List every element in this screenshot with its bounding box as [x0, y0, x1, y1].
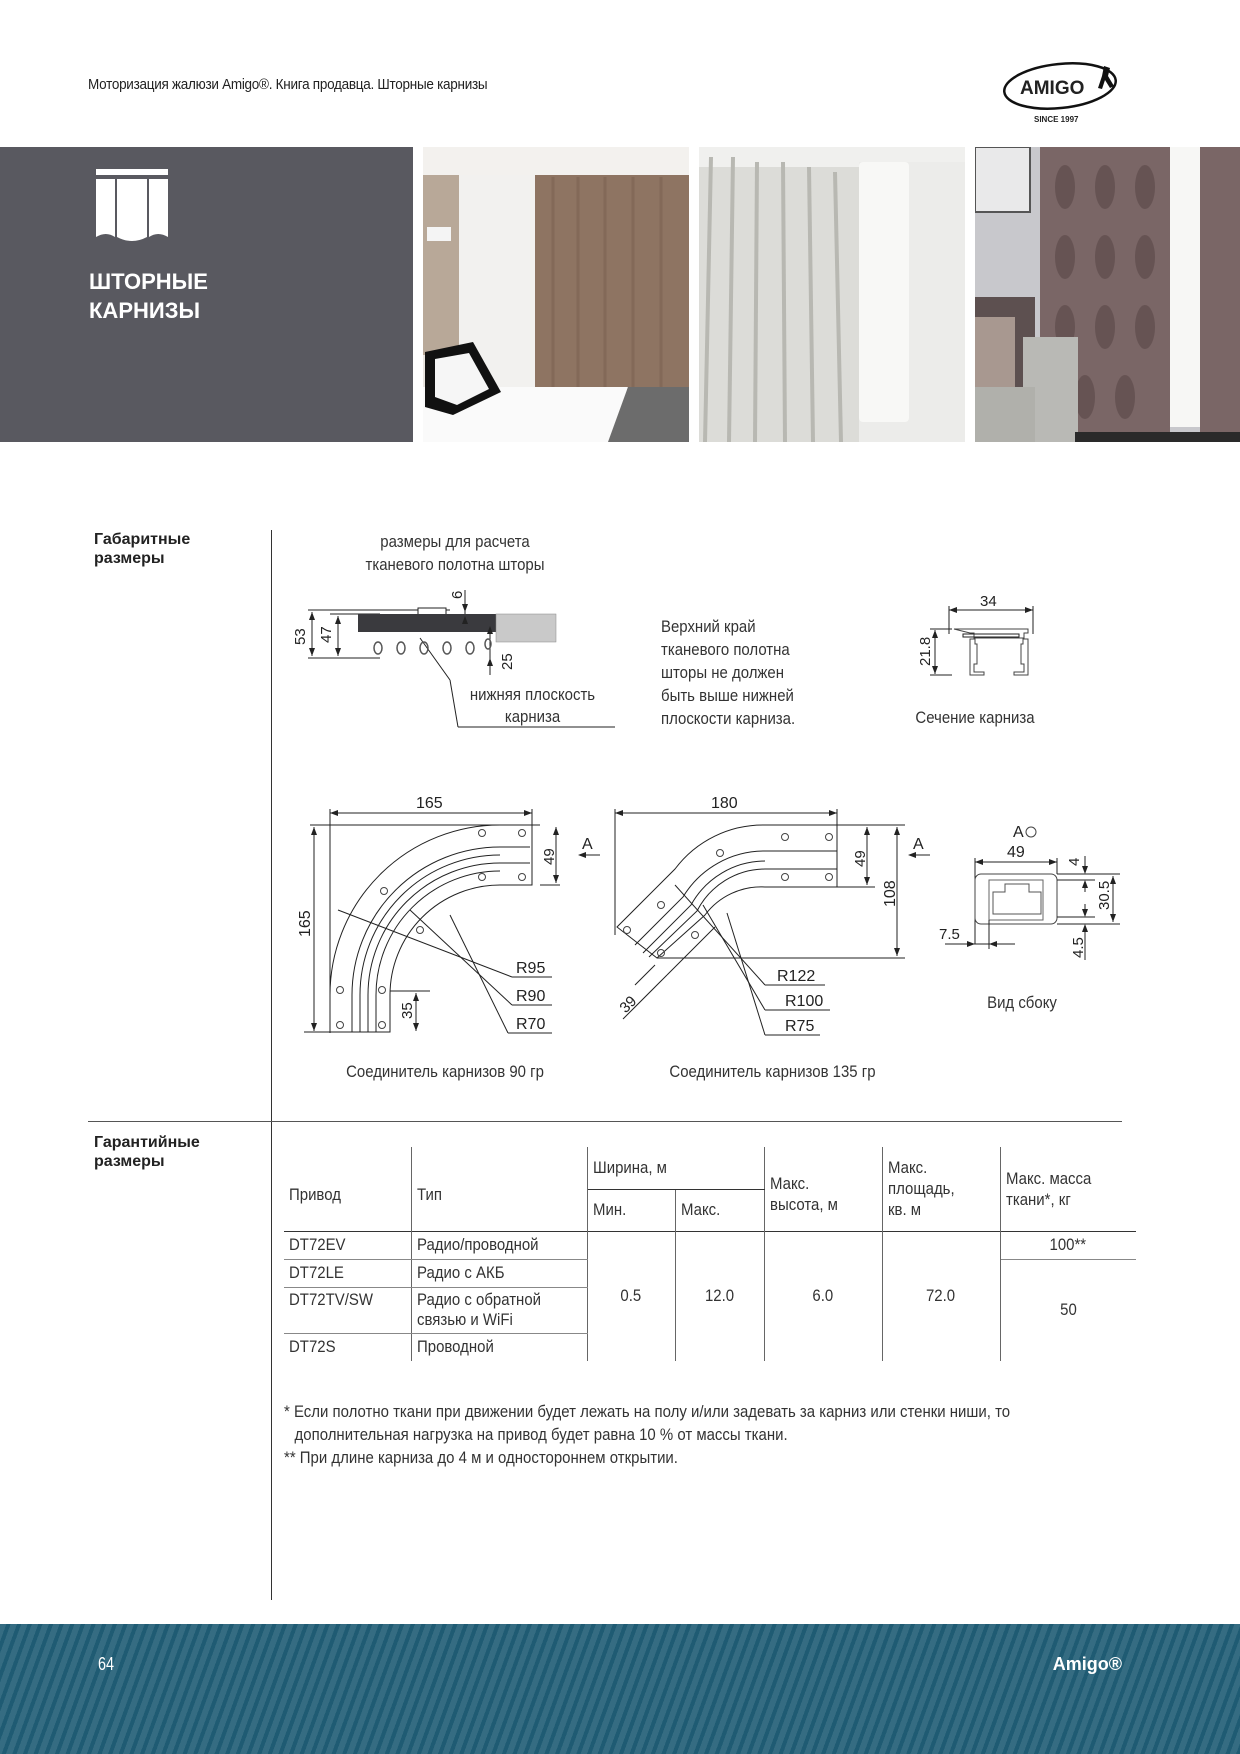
banner	[0, 147, 1240, 442]
connector-135-caption: Соединитель карнизов 135 гр	[669, 1062, 876, 1081]
header-type	[411, 1147, 587, 1231]
rail-profile-drawing	[290, 580, 620, 680]
warranty-section-label	[94, 1133, 200, 1171]
cell-type	[411, 1231, 587, 1259]
curtain-closeup-photo	[699, 147, 965, 442]
note-line: тканевого полотна	[661, 640, 790, 659]
cell-type-text: Проводной	[416, 1337, 494, 1357]
lower-plane-label-line1: нижняя плоскость	[469, 685, 596, 704]
drive-specs-table	[284, 1147, 1136, 1361]
cell-type	[411, 1333, 587, 1361]
footnote-1-line2: дополнительная нагрузка на привод будет равна 10 % от массы ткани.	[294, 1425, 788, 1444]
cell-drive-text: DT72LE	[289, 1263, 344, 1282]
c90-49-dim: 49	[541, 848, 558, 865]
header-drive	[284, 1147, 411, 1231]
logo-text: AMIGO	[1020, 78, 1085, 99]
c90-radius-r70: R70	[516, 1016, 546, 1033]
cell-drive	[284, 1231, 411, 1259]
c90-view-marker: A	[582, 836, 593, 853]
banner-title-line1: ШТОРНЫЕ	[89, 269, 208, 294]
c90-35-dim: 35	[399, 1002, 416, 1019]
fabric-dimensions-title-line2: тканевого полотна шторы	[365, 555, 545, 574]
header-max-height	[764, 1147, 882, 1231]
banner-title	[89, 267, 208, 325]
note-line: Верхний край	[661, 617, 756, 636]
c135-radius-r122: R122	[777, 968, 816, 985]
fabric-edge-note	[661, 615, 795, 730]
logo-tagline: SINCE 1997	[1034, 115, 1079, 124]
cell-max-height-text: 6.0	[812, 1286, 834, 1306]
curtain-icon	[96, 169, 170, 241]
cell-drive-text: DT72TV/SW	[289, 1289, 373, 1309]
fabric-dimensions-title	[354, 530, 556, 576]
cell-drive	[284, 1287, 411, 1333]
lower-plane-label	[460, 684, 605, 728]
header-drive-text: Привод	[289, 1184, 341, 1204]
cell-max-area	[882, 1231, 1000, 1361]
connector-90-drawing	[290, 795, 610, 1055]
cell-type	[411, 1259, 587, 1287]
header-max-area-text: Макс. площадь, кв. м	[887, 1158, 955, 1220]
dim-25: 25	[499, 653, 516, 670]
banner-panel	[0, 147, 413, 442]
header-max-area	[882, 1147, 1000, 1231]
side-view-4-5-dim: 4.5	[1070, 937, 1087, 958]
footnote-1-line1: * Если полотно ткани при движении будет лежать на полу и/или задевать за карниз или стенки ниши, то	[284, 1402, 1011, 1421]
dim-53: 53	[292, 628, 309, 645]
connector-90-caption: Соединитель карнизов 90 гр	[346, 1062, 544, 1081]
cell-type-text: Радио с АКБ	[416, 1263, 505, 1282]
cell-drive-text: DT72EV	[289, 1235, 346, 1254]
header-width	[587, 1147, 764, 1189]
amigo-logo	[1000, 58, 1130, 128]
cell-mass-ev	[1000, 1231, 1136, 1259]
note-line: шторы не должен	[661, 663, 785, 682]
c135-108-dim: 108	[882, 880, 899, 907]
header-max-text: Макс.	[680, 1200, 720, 1219]
c90-radius-r95: R95	[516, 960, 546, 977]
rail-section-drawing	[910, 592, 1050, 692]
side-view-caption: Вид сбоку	[987, 993, 1057, 1012]
header-width-text: Ширина, м	[592, 1157, 667, 1177]
section-height-dim: 21.8	[917, 636, 934, 666]
c90-radius-r90: R90	[516, 988, 546, 1005]
side-view-7-5-dim: 7.5	[939, 926, 960, 943]
table-row	[284, 1231, 1136, 1259]
cell-max-area-text: 72.0	[926, 1286, 956, 1306]
lower-plane-label-line2: карниза	[504, 707, 561, 726]
section-separator	[88, 1121, 1122, 1122]
cell-max-height	[764, 1231, 882, 1361]
c90-height-dim: 165	[297, 910, 314, 937]
header-max-height-text: Макс. высота, м	[769, 1173, 838, 1214]
c90-width-dim: 165	[416, 795, 443, 812]
dimensions-label-line1: Габаритные	[94, 531, 191, 548]
side-view-49-dim: 49	[1007, 844, 1025, 861]
bedroom-curtain-photo	[423, 147, 689, 442]
player-figure-icon	[1098, 66, 1114, 89]
c135-39-dim: 39	[616, 992, 641, 1017]
table-header-row	[284, 1147, 1136, 1189]
footer-brand: Amigo®	[1052, 1654, 1122, 1674]
c135-view-marker: A	[913, 836, 924, 853]
header-max	[675, 1189, 764, 1231]
dimensions-label-line2: размеры	[94, 550, 165, 567]
header-min-text: Мин.	[592, 1200, 626, 1219]
cell-type	[411, 1287, 587, 1333]
cell-drive	[284, 1333, 411, 1361]
page-number: 64	[98, 1654, 115, 1674]
column-divider	[271, 530, 272, 1600]
living-room-curtain-photo	[975, 147, 1240, 442]
dimensions-section-label	[94, 530, 190, 568]
cell-mass-ev-text: 100**	[1049, 1235, 1087, 1254]
cell-max-width	[675, 1231, 764, 1361]
dim-6: 6	[449, 590, 466, 599]
cell-type-text: Радио/проводной	[416, 1235, 539, 1254]
c135-49-dim: 49	[852, 850, 869, 867]
cell-mass-other-text: 50	[1059, 1300, 1077, 1320]
page-footer	[0, 1624, 1240, 1754]
header-max-mass-text: Макс. масса ткани*, кг	[1005, 1168, 1091, 1209]
note-line: быть выше нижней	[661, 686, 794, 705]
section-width-dim: 34	[980, 593, 997, 610]
footnotes	[284, 1400, 1120, 1469]
cell-drive	[284, 1259, 411, 1287]
c135-width-dim: 180	[711, 795, 738, 812]
banner-title-line2: КАРНИЗЫ	[89, 298, 201, 323]
warranty-label-line1: Гарантийные	[94, 1134, 200, 1151]
header-type-text: Тип	[416, 1184, 442, 1204]
c135-radius-r100: R100	[785, 993, 824, 1010]
cell-min-width	[587, 1231, 675, 1361]
side-view-4-dim: 4	[1066, 857, 1083, 866]
footnote-2: ** При длине карниза до 4 м и одностороннем открытии.	[284, 1448, 678, 1467]
note-line: плоскости карниза.	[661, 709, 796, 728]
header-max-mass	[1000, 1147, 1136, 1231]
connector-135-drawing	[605, 795, 935, 1055]
cell-type-text: Радио с обратной связью и WiFi	[416, 1290, 541, 1329]
cell-drive-text: DT72S	[289, 1337, 336, 1357]
fabric-dimensions-title-line1: размеры для расчета	[380, 532, 530, 551]
cell-max-width-text: 12.0	[704, 1286, 735, 1306]
header-min	[587, 1189, 675, 1231]
warranty-label-line2: размеры	[94, 1153, 165, 1170]
cell-min-width-text: 0.5	[620, 1286, 642, 1306]
cell-mass-other	[1000, 1259, 1136, 1361]
side-view-marker: A	[1013, 824, 1024, 841]
document-header-title: Моторизация жалюзи Amigo®. Книга продавца. Шторные карнизы	[88, 76, 488, 93]
dim-47: 47	[318, 626, 335, 643]
c135-radius-r75: R75	[785, 1018, 815, 1035]
side-view-30-5-dim: 30.5	[1096, 880, 1113, 910]
side-view-drawing	[935, 820, 1125, 985]
section-caption: Сечение карниза	[915, 708, 1035, 727]
